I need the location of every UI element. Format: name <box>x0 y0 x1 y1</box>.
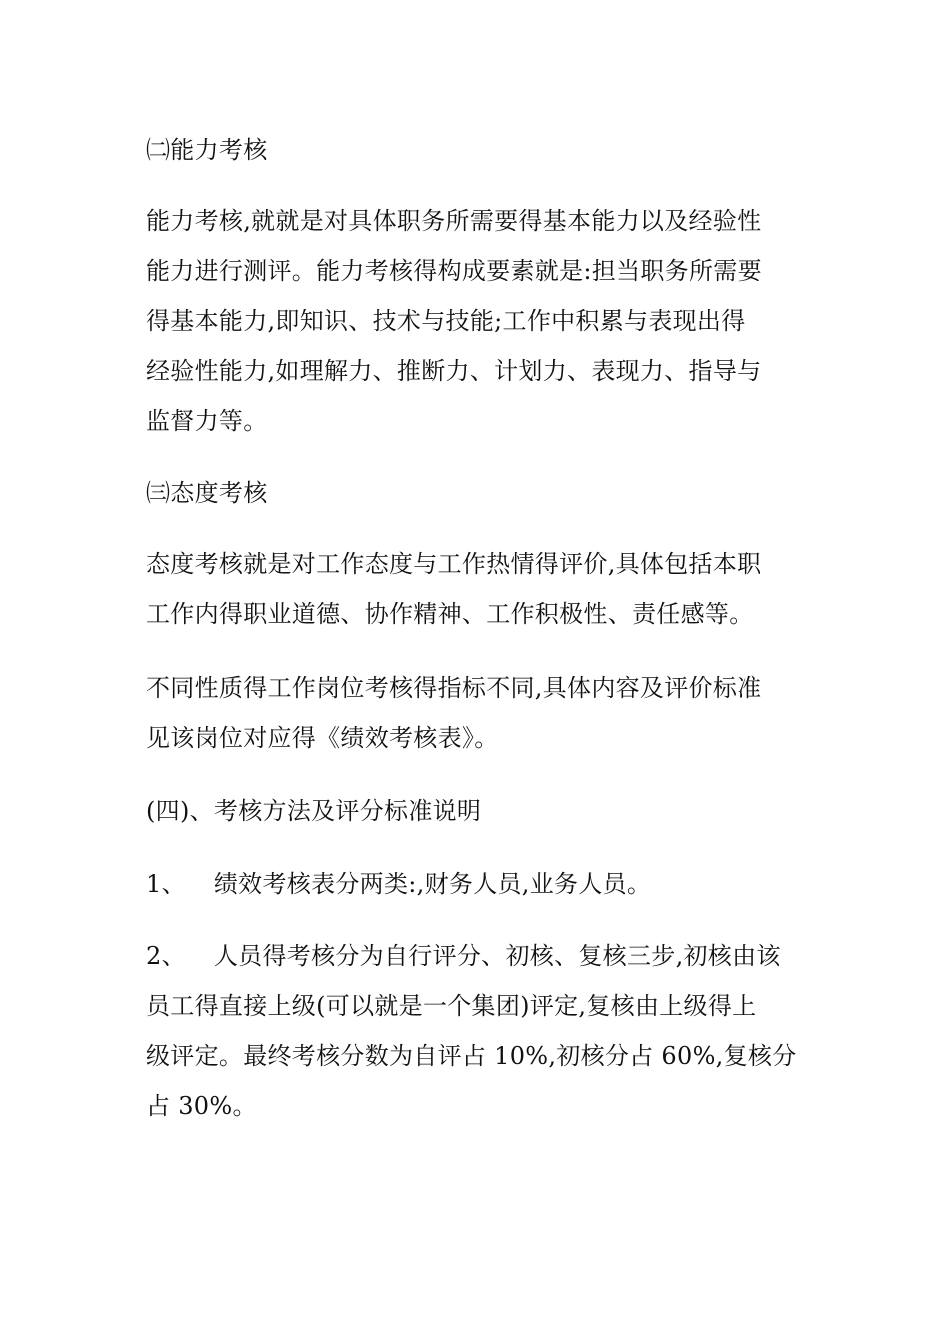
attitude-paragraph-line-2: 工作内得职业道德、协作精神、工作积极性、责任感等。 <box>146 600 754 628</box>
list-item-1 <box>146 868 651 900</box>
list-item-2-number: 2、 <box>146 942 186 970</box>
list-item-1-number: 1、 <box>146 870 186 898</box>
ability-paragraph-line-4: 经验性能力,如理解力、推断力、计划力、表现力、指导与 <box>146 357 762 385</box>
different-positions-line-1: 不同性质得工作岗位考核得指标不同,具体内容及评价标准 <box>146 674 762 702</box>
list-item-2-line-3: 级评定。最终考核分数为自评占 10%,初核分占 60%,复核分 <box>146 1042 797 1070</box>
ability-paragraph-line-5: 监督力等。 <box>146 407 268 435</box>
attitude-paragraph-line-1: 态度考核就是对工作态度与工作热情得评价,具体包括本职 <box>146 550 762 578</box>
different-positions-line-2: 见该岗位对应得《绩效考核表》。 <box>146 724 499 752</box>
ability-paragraph-line-1: 能力考核,就就是对具体职务所需要得基本能力以及经验性 <box>146 207 762 235</box>
list-item-2-line-2: 员工得直接上级(可以就是一个集团)评定,复核由上级得上 <box>146 992 757 1020</box>
heading-methods-standards: (四)、考核方法及评分标准说明 <box>146 797 482 825</box>
list-item-2-line-1: 人员得考核分为自行评分、初核、复核三步,初核由该 <box>213 942 781 970</box>
list-item-1-text: 绩效考核表分两类:,财务人员,业务人员。 <box>213 870 652 898</box>
ability-paragraph-line-2: 能力进行测评。能力考核得构成要素就是:担当职务所需要 <box>146 257 762 285</box>
list-item-2 <box>146 940 781 972</box>
list-item-2-line-4: 占 30%。 <box>146 1092 257 1120</box>
heading-ability-assessment: ㈡能力考核 <box>146 136 268 164</box>
ability-paragraph-line-3: 得基本能力,即知识、技术与技能;工作中积累与表现出得 <box>146 307 746 335</box>
heading-attitude-assessment: ㈢态度考核 <box>146 479 268 507</box>
